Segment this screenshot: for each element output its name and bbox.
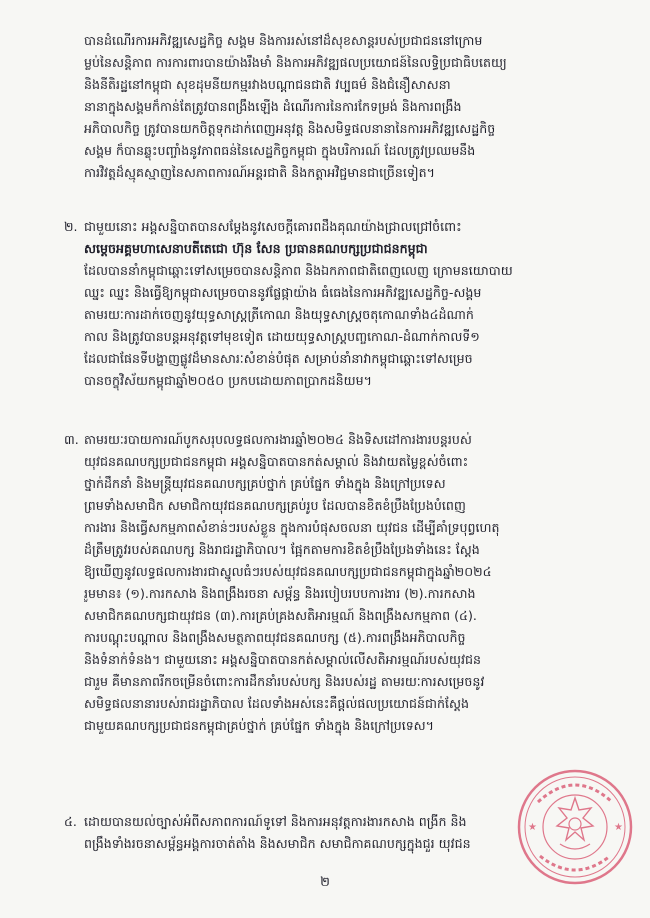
text-line: ថ្នាក់ដឹកនាំ និងមន្ត្រីយុវជនគណបក្សគ្រប់ថ្នាក់ គ្រប់ផ្នែក ទាំងក្នុង និងក្រៅប្រទេស [84,476,446,491]
text-line: និងនីតិរដ្ឋនៅកម្ពុជា សុខដុមនីយកម្មរវាងបណ្តាជនជាតិ វប្បធម៌ និងជំនឿសាសនា [84,77,451,92]
item-number: ៣. [64,432,79,447]
svg-text:★: ★ [614,822,623,833]
text-line: ដែលជាផែនទីបង្ហាញផ្លូវដ៏មានសារៈសំខាន់បំផុត សម្រាប់នាំនាវាកម្ពុជាឆ្ពោះទៅសម្រេច [84,351,473,366]
intro-paragraph [84,30,608,184]
text-line: ជាមួយគណបក្សប្រជាជនកម្ពុជាគ្រប់ថ្នាក់ គ្រប់ផ្នែក ទាំងក្នុង និងក្រៅប្រទេស។ [84,718,434,733]
text-line: ការបណ្តុះបណ្តាល និងពង្រឹងសមត្ថភាពយុវជនគណបក្ស (៥).ការពង្រឹងអភិបាលកិច្ច [84,630,466,645]
text-line: រួមមាន៖ (១).ការកសាង និងពង្រឹងរចនា សម្ព័ន្ធ និងរបៀបរបបការងារ (២).ការកសាង [84,586,476,601]
text-line: ដ៏ត្រឹមត្រូវរបស់គណបក្ស និងរាជរដ្ឋាភិបាល។ ផ្អែកតាមការខិតខំប្រឹងប្រែងទាំងនេះ ស្តែង [84,542,480,557]
text-line: ពង្រឹងទាំងរចនាសម្ព័ន្ធអង្គការចាត់តាំង និងសមាជិក សមាជិកាគណបក្សក្នុងជួរ យុវជន [84,836,471,851]
text-line: និងទំនាក់ទំនង។ ជាមួយនោះ អង្គសន្និបាតបានកត់សម្គាល់លើសតិអារម្មណ៍របស់យុវជន [84,652,481,667]
text-line: បានដំណើរការអភិវឌ្ឍសេដ្ឋកិច្ច សង្គម និងការរស់នៅដ៏សុខសាន្តរបស់ប្រជាជននៅក្រោម [84,33,483,48]
text-line: ការវិវត្តដ៏ស្មុគស្មាញនៃសភាពការណ៍អន្តរជាតិ និងកត្តាអវិជ្ជមានជាច្រើនទៀត។ [84,165,435,180]
text-line: តាមរយៈការដាក់ចេញនូវយុទ្ធសាស្ត្រត្រីកោណ និងយុទ្ធសាស្ត្រចតុកោណទាំង៤ដំណាក់ [84,307,474,322]
text-line: ព្រមទាំងសមាជិក សមាជិកាយុវជនគណបក្សគ្រប់រូប ដែលបានខិតខំប្រឹងប្រែងបំពេញ [84,498,466,513]
text-line: អភិបាលកិច្ច ត្រូវបានយកចិត្តទុកដាក់ពេញអនុវត្ត និងសមិទ្ធផលនានានៃការអភិវឌ្ឍសេដ្ឋកិច្ច [84,121,496,136]
text-line: ជារួម គឺមានភាពរីកចម្រើនចំពោះការដឹកនាំរបស់បក្ស និងរបស់រដ្ឋ តាមរយៈការសម្រេចនូវ [84,674,485,689]
text-line: ម្លប់នៃសន្តិភាព ការការពារបានយ៉ាងរឹងមាំ និងការអភិវឌ្ឍផលប្រយោជន៍នៃលទ្ធិប្រជាធិបតេយ្យ [84,55,507,70]
official-seal-stamp-icon [516,768,634,886]
text-line: នានាក្នុងសង្គមក៏កាន់តែត្រូវបានពង្រឹងឡើង ដំណើរការនៃការកែទម្រង់ និងការពង្រឹង [84,99,462,114]
item-number: ២. [64,219,78,234]
text-line: តាមរយៈរបាយការណ៍បូកសរុបលទ្ធផលការងារឆ្នាំ២០២៤ និងទិសដៅការងារបន្តរបស់ [84,432,472,447]
text-line: ឈ្នះ ឈ្នះ និងធ្វើឱ្យកម្ពុជាសម្រេចបាននូវផ្លែផ្កាយ៉ាង ធំធេងនៃការអភិវឌ្ឍសេដ្ឋកិច្ច-សង្គម [84,285,482,300]
text-line: ដែលបាននាំកម្ពុជាឆ្ពោះទៅសម្រេចបានសន្តិភាព និងឯកភាពជាតិពេញលេញ ក្រោមនយោបាយ [84,263,513,278]
text-line: សង្គម ក៏បានឆ្លុះបញ្ចាំងនូវភាពធន់នៃសេដ្ឋកិច្ចកម្ពុជា ក្នុងបរិការណ៍ ដែលត្រូវប្រឈមនឹង [84,143,476,158]
page-number: ២ [320,875,330,890]
numbered-item-2 [64,216,608,392]
text-line: យុវជនគណបក្សប្រជាជនកម្ពុជា អង្គសន្និបាតបានកត់សម្គាល់ និងវាយតម្លៃខ្ពស់ចំពោះ [84,454,469,469]
text-line: ការងារ និងធ្វើសកម្មភាពសំខាន់ៗរបស់ខ្លួន ក្នុងការបំផុសចលនា យុវជន ដើម្បីគាំទ្របុព្វហេតុ [84,520,500,535]
highlighted-name-line: សម្តេចអគ្គមហាសេនាបតីតេជោ ហ៊ុន សែន ប្រធានគណបក្សប្រជាជនកម្ពុជា [84,241,428,256]
text-line: សមាជិកគណបក្សជាយុវជន (៣).ការគ្រប់គ្រងសតិអារម្មណ៍ និងពង្រឹងសកម្មភាព (៤). [84,608,477,623]
text-line: បានចក្ខុវិស័យកម្ពុជាឆ្នាំ២០៥០ ប្រកបដោយភាពប្រាកដនិយម។ [84,373,372,388]
text-line: ដោយបានយល់ច្បាស់អំពីសភាពការណ៍ទូទៅ និងការអនុវត្តការងារកសាង ពង្រីក និង [84,814,467,829]
text-line: កាល និងត្រូវបានបន្តអនុវត្តទៅមុខទៀត ដោយយុទ្ធសាស្ត្របញ្ចកោណ-ដំណាក់កាលទី១ [84,329,480,344]
svg-text:★: ★ [528,822,537,833]
item-number: ៤. [64,814,77,829]
numbered-item-3 [64,429,608,737]
text-line: ជាមួយនោះ អង្គសន្និបាតបានសម្តែងនូវសេចក្តីគោរពដឹងគុណយ៉ាងជ្រាលជ្រៅចំពោះ [84,219,462,234]
text-line: សមិទ្ធផលនានារបស់រាជរដ្ឋាភិបាល ដែលទាំងអស់នេះគឺផ្តល់ផលប្រយោជន៍ជាក់ស្តែង [84,696,470,711]
text-line: ឱ្យឃើញនូវលទ្ធផលការងារជាស្នូលធំៗរបស់យុវជនគណបក្សប្រជាជនកម្ពុជាក្នុងឆ្នាំ២០២៤ [84,564,492,579]
